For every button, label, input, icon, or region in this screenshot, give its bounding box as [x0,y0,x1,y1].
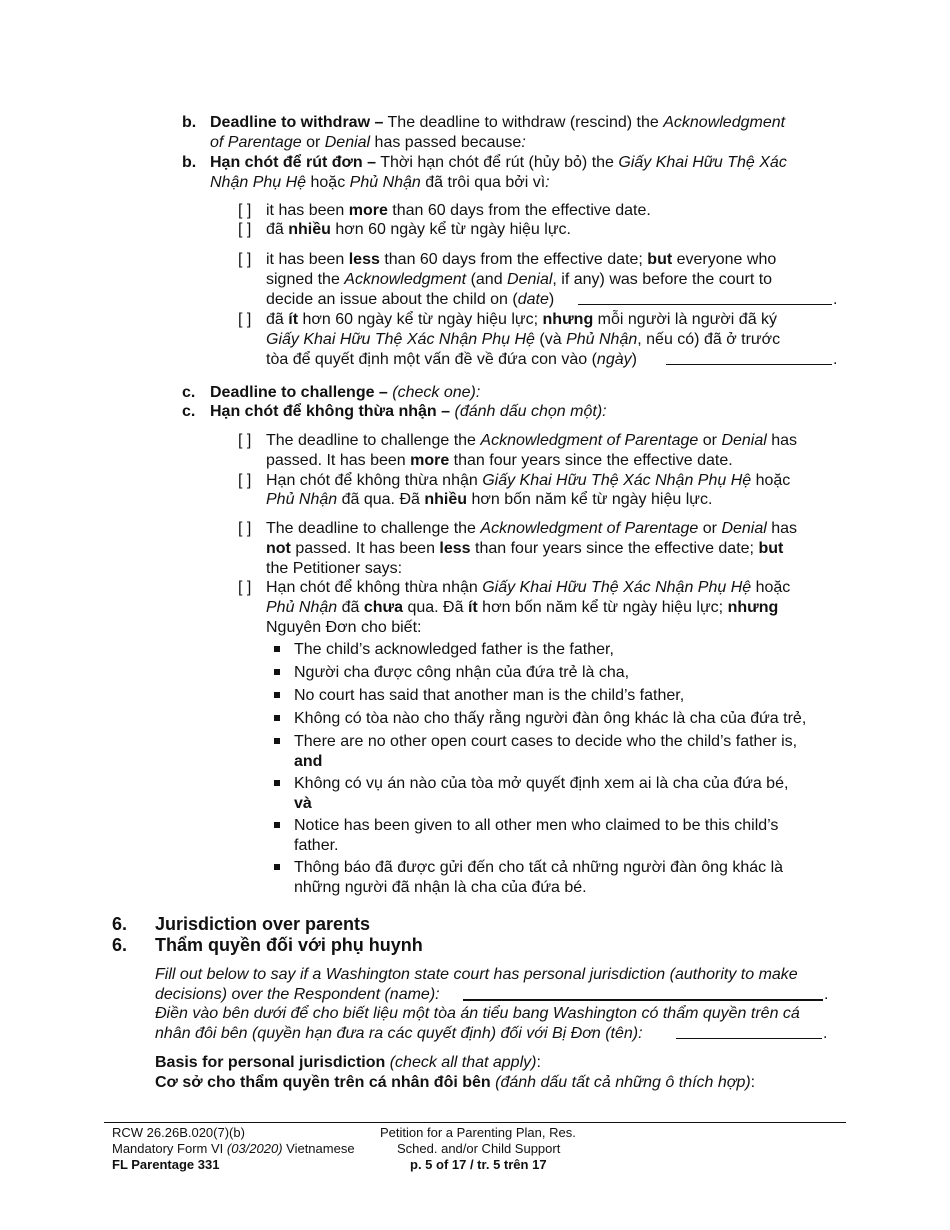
section-c-label: c. [182,384,196,401]
list-item: Không có vụ án nào của tòa mở quyết định xem ai là cha của đứa bé, [294,775,789,792]
text-run: Acknowledgment [344,271,467,288]
text-run: The deadline to challenge the [266,432,481,449]
text-run: Phủ Nhận [566,331,638,348]
section-6-title-en: Jurisdiction over parents [155,914,371,934]
text-run: The deadline to challenge the [266,520,481,537]
text-run: Acknowledgment of Parentage [480,432,699,449]
section-6-number-vi: 6. [112,935,128,955]
period: . [824,986,829,1003]
b-opt2-en-3 [266,290,846,310]
footer-divider [104,1122,846,1123]
b-opt2-en-1 [266,250,776,270]
text-run: passed. It has been [266,452,411,469]
text-run: đã trôi qua bởi vì [420,174,546,191]
c-opt2-vi-3: Nguyên Đơn cho biết: [266,619,422,636]
period: . [833,291,838,308]
text-run: (and [466,271,508,288]
text-run: (check all that apply) [385,1054,537,1071]
text-run: ) [631,351,637,368]
section-c-vi-title [210,402,607,422]
text-run: but [647,251,673,268]
checkbox-c-not-passed-vi[interactable]: [ ] [238,579,252,596]
text-run: more [410,452,450,469]
bullet-marker [274,646,280,652]
footer-title-1: Petition for a Parenting Plan, Res. [380,1125,576,1140]
text-run: (check one): [387,384,481,401]
text-run: Giấy Khai Hữu Thệ Xác [618,154,787,171]
text-run: The deadline to withdraw (rescind) the [383,114,664,131]
footer-title-2: Sched. and/or Child Support [397,1141,561,1156]
b-opt2-vi-1 [266,310,777,330]
text-run: : [536,1054,541,1071]
text-run: (và [534,331,567,348]
bullet-marker [274,780,280,786]
period: . [823,1025,828,1042]
text-run: more [348,202,388,219]
text-run: decide an issue about the child on ( [266,291,518,308]
text-run: or [698,432,722,449]
text-run: Denial [721,432,767,449]
bullet-marker [274,669,280,675]
text-run: hơn 60 ngày kể từ ngày hiệu lực; [298,311,543,328]
fill-instructions-vi-1: Điền vào bên dưới để cho biết liệu một tòa án tiểu bang Washington có thẩm quyền trên cá [155,1005,800,1022]
section-b-en-text-2 [210,133,526,153]
text-run: ) [548,291,555,308]
b-opt2-en-2 [266,270,772,290]
text-run: Hạn chót để không thừa nhận – [210,403,451,420]
list-item: There are no other open court cases to decide who the child’s father is, [294,733,798,750]
text-run: or [698,520,722,537]
section-c-en-title [210,383,480,403]
footer-form-id: FL Parentage 331 [112,1157,220,1172]
text-run: of Parentage [210,134,302,151]
text-run: (đánh dấu tất cả những ô thích hợp) [490,1074,751,1091]
list-item-cont: những người đã nhận là cha của đứa bé. [294,879,587,896]
text-run: Phủ Nhận [349,174,421,191]
section-6-number: 6. [112,914,128,934]
text-run: everyone who [672,251,777,268]
c-opt1-vi-2 [266,490,712,510]
text-run: Denial [324,134,371,151]
text-run: đã [337,599,364,616]
text-run: Cơ sở cho thẩm quyền trên cá nhân đôi bên [155,1074,491,1091]
text-run: tòa để quyết định một vấn đề về đứa con vào ( [266,351,597,368]
c-opt2-en-2 [266,539,783,559]
text-run: qua. Đã [403,599,468,616]
text-run: Acknowledgment [663,114,786,131]
list-item: Người cha được công nhận của đứa trẻ là cha, [294,664,630,681]
text-run: hoặc [751,579,791,596]
text-run: nhiều [424,491,468,508]
text-run: Acknowledgment of Parentage [480,520,699,537]
text-run: Nhận Phụ Hệ [210,174,307,191]
c-opt2-vi-1 [266,578,790,598]
text-run: it has been [266,251,349,268]
list-item-va: và [294,795,312,812]
section-b-vi-title: Hạn chót để rút đơn – [210,154,377,171]
text-run: or [301,134,325,151]
text-run: mỗi người là người đã ký [593,311,778,328]
section-c-vi-label: c. [182,403,196,420]
text-run: ít [467,599,478,616]
c-opt1-en-1 [266,431,797,451]
text-run: than four years since the effective date. [449,452,733,469]
c-opt1-vi-1 [266,471,790,491]
section-b-label: b. [182,114,197,131]
text-run: has [766,520,798,537]
text-run: , nếu có) đã ở trước [637,331,781,348]
fill-instructions-en-2: decisions) over the Respondent (name): [155,986,440,1003]
text-run: đã [266,311,289,328]
basis-heading-en [155,1053,541,1073]
text-run: (03/2020) [226,1141,283,1156]
b-opt1-vi [266,220,571,240]
section-b-vi-text [210,153,850,173]
text-run: hơn bốn năm kể từ ngày hiệu lực. [467,491,713,508]
text-run: đã qua. Đã [337,491,425,508]
bullet-marker [274,692,280,698]
fill-instructions-en-1: Fill out below to say if a Washington state court has personal jurisdiction (authority to make [155,966,798,983]
checkbox-c-passed[interactable]: [ ] [238,432,252,449]
text-run: ít [288,311,299,328]
text-run: Giấy Khai Hữu Thệ Xác Nhận Phụ Hệ [482,579,752,596]
list-item: The child’s acknowledged father is the father, [294,641,614,658]
basis-heading-vi [155,1073,755,1093]
text-run: than 60 days from the effective date; [379,251,648,268]
section-b-en-text [210,113,840,133]
c-opt2-en-1 [266,519,797,539]
text-run: nhưng [542,311,594,328]
section-b-vi-text-2 [210,173,550,193]
list-item: Notice has been given to all other men who claimed to be this child’s [294,817,779,834]
checkbox-b-more-60-vi[interactable]: [ ] [238,221,252,238]
c-opt2-en-3: the Petitioner says: [266,560,403,577]
text-run: Mandatory Form VI [112,1141,227,1156]
text-run: not [266,540,291,557]
text-run: ngày [596,351,632,368]
list-item-cont: father. [294,837,339,854]
respondent-name-input-vi[interactable] [676,1038,822,1039]
list-item: Không có tòa nào cho thấy rằng người đàn ông khác là cha của đứa trẻ, [294,710,807,727]
text-run: , if any) was before the court to [552,271,773,288]
text-run: nhưng [727,599,779,616]
bullet-marker [274,738,280,744]
text-run: đã [266,221,289,238]
date-input-line-vi[interactable] [666,364,832,365]
date-input-line[interactable] [578,304,832,305]
text-run: than 60 days from the effective date. [387,202,651,219]
list-item: Thông báo đã được gửi đến cho tất cả những người đàn ông khác là [294,859,784,876]
bullet-marker [274,822,280,828]
list-item: No court has said that another man is the child’s father, [294,687,685,704]
b-opt2-vi-2 [266,330,780,350]
bullet-marker [274,864,280,870]
bullet-marker [274,715,280,721]
text-run: : [545,174,550,191]
text-run: Giấy Khai Hữu Thệ Xác Nhận Phụ Hệ [266,331,535,348]
text-run: Giấy Khai Hữu Thệ Xác Nhận Phụ Hệ [482,472,752,489]
text-run: hoặc [751,472,791,489]
text-run: hoặc [306,174,350,191]
text-run: passed. It has been [290,540,440,557]
text-run: than four years since the effective date; [470,540,759,557]
text-run: Basis for personal jurisdiction [155,1054,386,1071]
c-opt1-en-2 [266,451,733,471]
footer-form [112,1141,355,1157]
text-run: signed the [266,271,345,288]
footer-page-number: p. 5 of 17 / tr. 5 trên 17 [410,1157,547,1172]
checkbox-b-less-60-vi[interactable]: [ ] [238,311,252,328]
b-opt1-en [266,201,651,221]
checkbox-c-not-passed[interactable]: [ ] [238,520,252,537]
text-run: : [521,134,526,151]
text-run: Phủ Nhận [266,599,338,616]
section-6-title-vi: Thẩm quyền đối với phụ huynh [155,935,423,955]
footer-rcw: RCW 26.26B.020(7)(b) [112,1125,245,1140]
text-run: hơn 60 ngày kể từ ngày hiệu lực. [330,221,571,238]
text-run: less [439,540,471,557]
text-run: : [750,1074,756,1091]
section-b-vi-label: b. [182,154,197,171]
respondent-name-input[interactable] [463,999,823,1001]
text-run: it has been [266,202,349,219]
text-run: Denial [721,520,767,537]
text-run: Hạn chót để không thừa nhận [266,472,483,489]
checkbox-c-passed-vi[interactable]: [ ] [238,472,252,489]
text-run: nhiều [288,221,331,238]
text-run: Phủ Nhận [266,491,338,508]
text-run: Denial [507,271,553,288]
text-run: chưa [363,599,404,616]
text-run: less [348,251,380,268]
period: . [833,351,838,368]
fill-instructions-vi-2: nhân đôi bên (quyền hạn đưa ra các quyết định) đối với Bị Đơn (tên): [155,1025,643,1042]
text-run: date [517,291,549,308]
text-run: (đánh dấu chọn một): [450,403,607,420]
text-run: hơn bốn năm kể từ ngày hiệu lực; [477,599,728,616]
checkbox-b-less-60[interactable]: [ ] [238,251,252,268]
b-opt2-vi-3 [266,350,637,370]
checkbox-b-more-60[interactable]: [ ] [238,202,252,219]
list-item-and: and [294,753,323,770]
text-run: has passed because [370,134,522,151]
text-run: has [766,432,798,449]
text-run: Hạn chót để không thừa nhận [266,579,483,596]
text-run: Deadline to challenge – [210,384,388,401]
text-run: Thời hạn chót để rút (hủy bỏ) the [376,154,619,171]
c-opt2-vi-2 [266,598,778,618]
section-b-title: Deadline to withdraw – [210,114,384,131]
text-run: but [758,540,784,557]
text-run: Vietnamese [282,1141,355,1156]
